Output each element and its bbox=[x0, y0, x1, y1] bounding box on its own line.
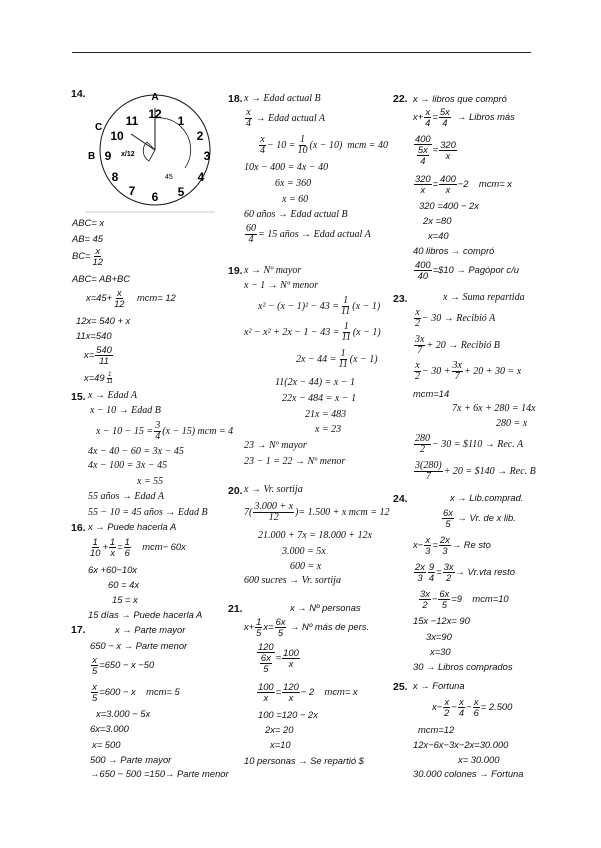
line: AB= 45 bbox=[72, 233, 104, 244]
line: $\frac{60}{4}$ = 15 años → Edad actual A bbox=[246, 223, 371, 245]
line: $\frac{x}{5}$ =600 − x mcm= 5 bbox=[92, 681, 180, 703]
line: $\frac{3(280)}{7}$ + 20 = $140 → Rec. B bbox=[415, 460, 536, 482]
line: $\frac{3x}{7}$ + 20 → Recibió B bbox=[415, 334, 500, 356]
problem-number: 21. bbox=[228, 603, 243, 615]
line: $\frac{280}{2}$ − 30 = $110 → Rec. A bbox=[415, 433, 524, 455]
hour-5: 5 bbox=[177, 185, 185, 199]
line: 12x= 540 + x bbox=[76, 315, 131, 326]
clock-diagram bbox=[85, 88, 225, 218]
line: 3.000 = 5x bbox=[282, 546, 326, 557]
line: x=45+ $\frac{x}{12}$ mcm= 12 bbox=[86, 287, 176, 309]
line: 3x=90 bbox=[426, 631, 452, 642]
line: 60 años → Edad actual B bbox=[244, 209, 348, 220]
line: 15 días → Puede hacerla A bbox=[88, 609, 203, 620]
problem-number: 24. bbox=[393, 493, 408, 505]
line: x → Edad A bbox=[88, 390, 137, 401]
line: x − 1 → Nº menor bbox=[244, 280, 319, 291]
line: $\frac{320}{x}$ = $\frac{400}{x}$ −2 mcm= x bbox=[415, 173, 512, 195]
line: 30 → Libros comprados bbox=[413, 661, 513, 672]
line: 4x − 40 − 60 = 3x − 45 bbox=[88, 446, 184, 457]
line: BC= $\frac{x}{12}$ bbox=[72, 245, 103, 267]
line: 6x=3.000 bbox=[90, 723, 129, 734]
line: x → Edad actual B bbox=[244, 93, 321, 104]
line: 15x −12x= 90 bbox=[413, 615, 470, 626]
line: 40 libros → compró bbox=[413, 245, 495, 256]
line: $\frac{x}{5}$ =650 − x −50 bbox=[92, 654, 155, 676]
line: 12x−6x−3x−2x=30.000 bbox=[413, 739, 509, 750]
line: $\frac{x}{2}$ − 30 → Recibió A bbox=[415, 307, 496, 329]
line: x=3.000 − 5x bbox=[96, 708, 151, 719]
line: x → Nº mayor bbox=[244, 265, 302, 276]
line: $\frac{6x}{5}$ → Vr. de x lib. bbox=[443, 507, 516, 529]
line: x → Parte mayor bbox=[115, 624, 186, 635]
line: 7x + 6x + 280 = 14x bbox=[452, 403, 536, 414]
line: $\frac{100}{x}$ = $\frac{120}{x}$ − 2 mcm= x bbox=[258, 681, 358, 703]
line: 650 − x → Parte menor bbox=[90, 640, 188, 651]
label-a: A bbox=[151, 92, 159, 103]
line: $\frac{400}{\frac{5x}{4}}$ = $\frac{320}{x}$ bbox=[415, 133, 456, 166]
line: 2x − 44 = $\frac{1}{11}$ (x − 1) bbox=[296, 348, 378, 370]
line: 21.000 + 7x = 18.000 + 12x bbox=[258, 530, 373, 541]
hour-6: 6 bbox=[151, 190, 159, 204]
problem-number: 25. bbox=[393, 681, 408, 693]
line: $\frac{1}{10}$ + $\frac{1}{x}$ = $\frac{1}{6}$ mcm− 60x bbox=[90, 536, 186, 558]
hour-11: 11 bbox=[125, 114, 139, 128]
line: mcm=14 bbox=[413, 388, 450, 399]
line: x = 60 bbox=[282, 194, 309, 205]
line: x= 500 bbox=[92, 739, 121, 750]
label-45: 45 bbox=[165, 174, 173, 181]
line: 23 → Nº mayor bbox=[244, 440, 307, 451]
problem-number: 14. bbox=[71, 88, 86, 100]
line: 500 → Parte mayor bbox=[90, 754, 172, 765]
line: 600 sucres → Vr. sortija bbox=[244, 575, 341, 586]
line: 6x = 360 bbox=[275, 178, 312, 189]
hour-1: 1 bbox=[177, 114, 185, 128]
line: 15 = x bbox=[112, 594, 138, 605]
line: 10x − 400 = 4x − 40 bbox=[244, 162, 329, 173]
line: 320 =400 − 2x bbox=[419, 200, 479, 211]
hour-12: 12 bbox=[148, 107, 162, 121]
line: x=10 bbox=[270, 739, 291, 750]
line: x → Fortuna bbox=[413, 680, 465, 691]
line: 22x − 484 = x − 1 bbox=[282, 393, 357, 404]
problem-number: 20. bbox=[228, 485, 243, 497]
line: 60 = 4x bbox=[108, 579, 140, 590]
hour-4: 4 bbox=[197, 170, 205, 184]
line: x+ $\frac{x}{4}$ = $\frac{5x}{4}$ → Libros más bbox=[413, 106, 515, 128]
line: 600 = x bbox=[290, 561, 322, 572]
line: $\frac{2x}{3}$ $\frac{9}{4}$ = $\frac{3x}{2}$ → Vr.vta resto bbox=[415, 561, 515, 583]
line: ABC= AB+BC bbox=[72, 273, 131, 284]
label-x12: x/12 bbox=[121, 151, 135, 158]
label-b: B bbox=[88, 151, 96, 162]
problem-number: 18. bbox=[228, 93, 243, 105]
hour-8: 8 bbox=[111, 170, 119, 184]
line: mcm=12 bbox=[418, 724, 455, 735]
line: $\frac{400}{40}$ =$10 → Pagópor c/u bbox=[415, 259, 519, 281]
line: x → Vr. sortija bbox=[244, 484, 303, 495]
hour-10: 10 bbox=[110, 129, 124, 143]
line: 2x =80 bbox=[423, 215, 452, 226]
line: x=30 bbox=[430, 646, 451, 657]
line: x → Lib.comprad. bbox=[450, 492, 524, 503]
line: $\frac{x}{4}$ − 10 = $\frac{1}{10}$ (x − 10) mcm = 40 bbox=[260, 134, 388, 156]
line: x = 23 bbox=[315, 424, 342, 435]
line: x= 30.000 bbox=[458, 754, 500, 765]
line: 11x=540 bbox=[76, 330, 112, 341]
line: x − 10 → Edad B bbox=[90, 405, 161, 416]
hour-7: 7 bbox=[128, 184, 136, 198]
line: 23 − 1 = 22 → Nº menor bbox=[244, 456, 346, 467]
line: x → libros que compró bbox=[413, 93, 507, 104]
line: x+ $\frac{1}{5}$ x= $\frac{6x}{5}$ → Nº más de pers. bbox=[244, 616, 370, 638]
line: x − 10 − 15 = $\frac{3}{4}$ (x − 15) mcm = 4 bbox=[96, 420, 234, 442]
line: 10 personas → Se repartió $ bbox=[244, 755, 364, 766]
line: x=49 $\frac{1}{11}$ bbox=[84, 372, 113, 386]
line: 4x − 100 = 3x − 45 bbox=[88, 460, 168, 471]
line: 280 = x bbox=[496, 418, 528, 429]
hour-9: 9 bbox=[104, 149, 112, 163]
line: $\frac{120}{\frac{6x}{5}}$ = $\frac{100}{x}$ bbox=[258, 641, 299, 674]
line: 11(2x − 44) = x − 1 bbox=[275, 377, 356, 388]
problem-number: 22. bbox=[393, 93, 408, 105]
line: 100 =120 − 2x bbox=[258, 709, 318, 720]
label-c: C bbox=[95, 122, 103, 133]
line: x= $\frac{540}{11}$ bbox=[84, 344, 112, 366]
hour-3: 3 bbox=[203, 149, 211, 163]
line: x=40 bbox=[428, 230, 449, 241]
line: x → Suma repartida bbox=[443, 292, 525, 303]
line: x² − x² + 2x − 1 − 43 = $\frac{1}{11}$ (x − 1) bbox=[244, 321, 381, 343]
line: x → Puede hacerla A bbox=[88, 521, 177, 532]
line: ABC= x bbox=[72, 217, 105, 228]
line: $\frac{x}{2}$ − 30 + $\frac{3x}{7}$ + 20 + 30 = x bbox=[415, 360, 522, 382]
line: →650 − 500 =150→ Parte menor bbox=[90, 768, 229, 779]
line: 6x +60−10x bbox=[88, 564, 137, 575]
line: x → Nº personas bbox=[290, 602, 361, 613]
problem-number: 16. bbox=[71, 522, 86, 534]
line: $\frac{3x}{2}$ − $\frac{6x}{5}$ =9 mcm=10 bbox=[420, 588, 509, 610]
line: $\frac{x}{4}$ → Edad actual A bbox=[246, 107, 326, 129]
hour-2: 2 bbox=[196, 129, 204, 143]
line: 30.000 colones → Fortuna bbox=[413, 768, 524, 779]
line: 55 años → Edad A bbox=[88, 491, 164, 502]
header-rule bbox=[72, 52, 531, 53]
line: 7( $\frac{3.000 + x}{12}$ )= 1.500 + x mcm = 12 bbox=[244, 501, 390, 523]
line: 55 − 10 = 45 años → Edad B bbox=[88, 507, 208, 518]
line: x² − (x − 1)² − 43 = $\frac{1}{11}$ (x − 1) bbox=[258, 295, 381, 317]
line: x− $\frac{x}{2}$ − $\frac{x}{4}$ − $\frac{x}{6}$ = 2.500 bbox=[432, 696, 513, 718]
problem-number: 15. bbox=[71, 391, 86, 403]
line: 2x= 20 bbox=[265, 724, 294, 735]
problem-number: 19. bbox=[228, 265, 243, 277]
line: x = 55 bbox=[137, 476, 164, 487]
problem-number: 23. bbox=[393, 293, 408, 305]
problem-number: 17. bbox=[71, 624, 86, 636]
line: 21x = 483 bbox=[305, 409, 347, 420]
line: x− $\frac{x}{3}$ = $\frac{2x}{3}$ → Re sto bbox=[413, 534, 491, 556]
